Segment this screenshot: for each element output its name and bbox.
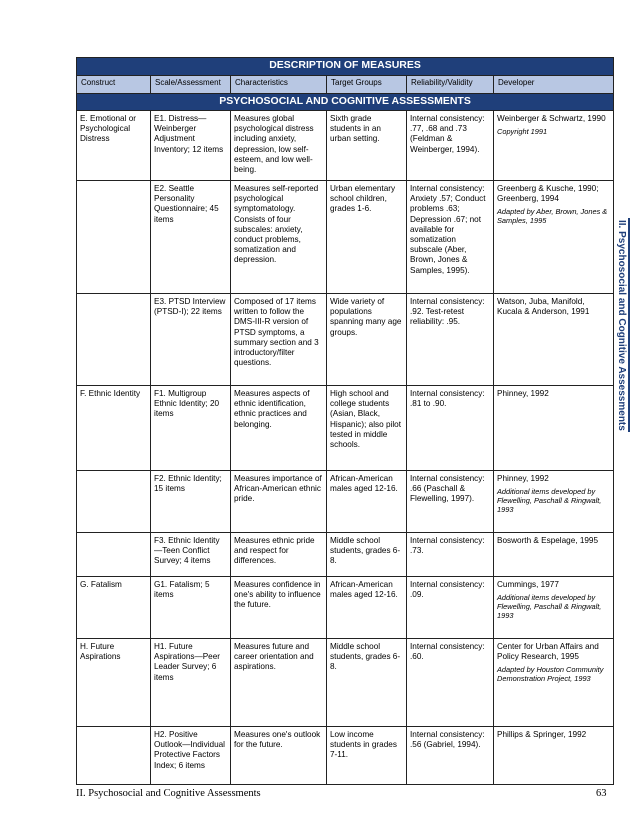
construct-cell [77,471,151,533]
table-row [77,577,614,639]
scale-cell: E1. Distress—Weinberger Adjustment Inventory; 12 items [151,111,231,181]
section-header-row [77,94,614,111]
target-groups-cell: Middle school students, grades 6-8. [327,639,407,727]
construct-cell [77,533,151,577]
reliability-cell: Internal consistency: .66 (Paschall & Flewelling, 1997). [407,471,494,533]
column-header-target-groups: Target Groups [327,76,407,94]
reliability-cell: Internal consistency: .77, .68 and .73 (Feldman & Weinberger, 1994). [407,111,494,181]
target-groups-cell: African-American males aged 12-16. [327,577,407,639]
target-groups-cell: Wide variety of populations spanning many age groups. [327,294,407,386]
developer-cell [494,386,614,471]
scale-cell: H2. Positive Outlook—Individual Protective Factors Index; 6 items [151,727,231,785]
column-header-construct: Construct [77,76,151,94]
table-row [77,181,614,294]
developer-cell [494,294,614,386]
target-groups-cell: Low income students in grades 7-11. [327,727,407,785]
developer-note: Adapted by Houston Community Demonstration Project, 1993 [497,665,604,684]
scale-cell: F3. Ethnic Identity—Teen Conflict Survey; 4 items [151,533,231,577]
developer-name: Bosworth & Espelage, 1995 [497,536,599,545]
developer-name: Watson, Juba, Manifold, Kucala & Anderson, 1991 [497,297,590,317]
developer-name: Weinberger & Schwartz, 1990 [497,114,606,123]
scale-cell: E2. Seattle Personality Questionnaire; 45 items [151,181,231,294]
page-number: 63 [596,788,607,799]
characteristics-cell: Measures global psychological distress including anxiety, depression, low self-esteem, and low well-being. [231,111,327,181]
table-row [77,386,614,471]
column-header-scale: Scale/Assessment [151,76,231,94]
side-tab-label: II. Psychosocial and Cognitive Assessments [616,219,627,431]
construct-cell [77,181,151,294]
characteristics-cell: Measures one's outlook for the future. [231,727,327,785]
side-tab [603,218,635,432]
side-tab-bar [628,218,630,432]
construct-cell: H. Future Aspirations [77,639,151,727]
table-row [77,471,614,533]
developer-cell [494,577,614,639]
characteristics-cell: Measures future and career orientation and aspirations. [231,639,327,727]
target-groups-cell: Middle school students, grades 6-8. [327,533,407,577]
developer-cell [494,727,614,785]
reliability-cell: Internal consistency: .56 (Gabriel, 1994). [407,727,494,785]
developer-name: Greenberg & Kusche, 1990; Greenberg, 1994 [497,184,599,204]
construct-cell: E. Emotional or Psychological Distress [77,111,151,181]
developer-name: Phinney, 1992 [497,389,549,398]
scale-cell: F1. Multigroup Ethnic Identity; 20 items [151,386,231,471]
characteristics-cell: Measures aspects of ethnic identification, ethnic practices and belonging. [231,386,327,471]
characteristics-cell: Measures self-reported psychological symptomatology. Consists of four subscales: anxiety, conduct problems, somatization and depression. [231,181,327,294]
scale-cell: H1. Future Aspirations—Peer Leader Survey; 6 items [151,639,231,727]
characteristics-cell: Measures confidence in one's ability to influence the future. [231,577,327,639]
table-row [77,111,614,181]
developer-cell [494,639,614,727]
measures-table [76,57,614,785]
target-groups-cell: African-American males aged 12-16. [327,471,407,533]
table-row [77,639,614,727]
table-row [77,533,614,577]
reliability-cell: Internal consistency: .73. [407,533,494,577]
table-title: DESCRIPTION OF MEASURES [77,58,614,76]
construct-cell [77,727,151,785]
table-header-row [77,76,614,94]
developer-cell [494,111,614,181]
reliability-cell: Internal consistency: .81 to .90. [407,386,494,471]
developer-note: Adapted by Aber, Brown, Jones & Samples, 1995 [497,207,608,226]
construct-cell: G. Fatalism [77,577,151,639]
reliability-cell: Internal consistency: .09. [407,577,494,639]
developer-cell [494,181,614,294]
construct-cell: F. Ethnic Identity [77,386,151,471]
target-groups-cell: High school and college students (Asian, Black, Hispanic); also pilot tested in middle schools. [327,386,407,471]
developer-cell [494,533,614,577]
target-groups-cell: Urban elementary school children, grades 1-6. [327,181,407,294]
reliability-cell: Internal consistency: Anxiety .57; Conduct problems .63; Depression .67; not available for somatization subscale (Aber, Brown, Jones & Samples, 1995). [407,181,494,294]
developer-name: Center for Urban Affairs and Policy Research, 1995 [497,642,599,662]
developer-name: Phinney, 1992 [497,474,549,483]
characteristics-cell: Measures ethnic pride and respect for differences. [231,533,327,577]
developer-note: Copyright 1991 [497,127,548,137]
section-title: PSYCHOSOCIAL AND COGNITIVE ASSESSMENTS [77,94,614,111]
table-title-row [77,58,614,76]
target-groups-cell: Sixth grade students in an urban setting. [327,111,407,181]
footer-section-title: II. Psychosocial and Cognitive Assessments [76,788,261,799]
scale-cell: E3. PTSD Interview (PTSD-I); 22 items [151,294,231,386]
developer-name: Cummings, 1977 [497,580,559,589]
column-header-reliability: Reliability/Validity [407,76,494,94]
developer-note: Additional items developed by Flewelling, Paschall & Ringwalt, 1993 [497,593,602,621]
scale-cell: G1. Fatalism; 5 items [151,577,231,639]
column-header-characteristics: Characteristics [231,76,327,94]
reliability-cell: Internal consistency: .92. Test-retest reliability: .95. [407,294,494,386]
developer-name: Phillips & Springer, 1992 [497,730,587,739]
reliability-cell: Internal consistency: .60. [407,639,494,727]
column-header-developer: Developer [494,76,614,94]
table-row [77,294,614,386]
construct-cell [77,294,151,386]
characteristics-cell: Composed of 17 items written to follow the DMS-III-R version of PTSD symptoms, a summary section and 3 introductory/filter questions. [231,294,327,386]
scale-cell: F2. Ethnic Identity; 15 items [151,471,231,533]
characteristics-cell: Measures importance of African-American ethnic pride. [231,471,327,533]
table-row [77,727,614,785]
developer-note: Additional items developed by Flewelling, Paschall & Ringwalt, 1993 [497,487,602,515]
developer-cell [494,471,614,533]
